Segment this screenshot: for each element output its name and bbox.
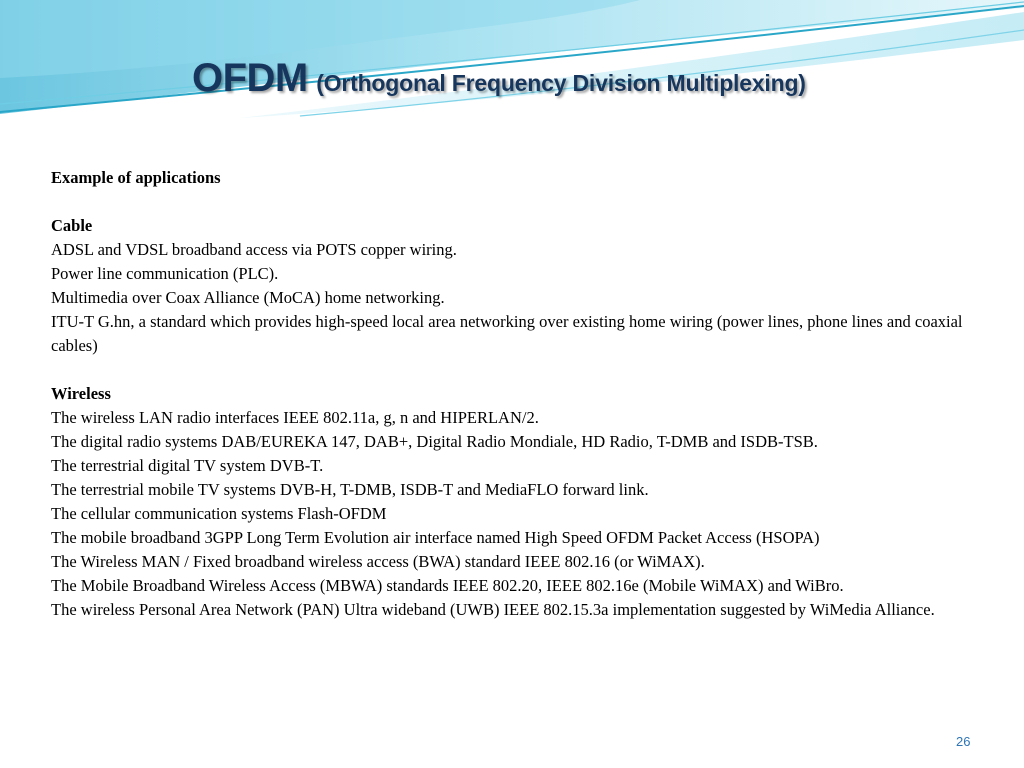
wireless-item: The wireless Personal Area Network (PAN) Ultra wideband (UWB) IEEE 802.15.3a implementation suggested by WiMedia Alliance. [51, 600, 935, 619]
slide-body [51, 166, 976, 622]
cable-item: Multimedia over Coax Alliance (MoCA) home networking. [51, 288, 445, 307]
page-number: 26 [956, 734, 971, 749]
wireless-item: The terrestrial mobile TV systems DVB-H, T-DMB, ISDB-T and MediaFLO forward link. [51, 480, 649, 499]
cable-heading: Cable [51, 216, 93, 235]
cable-item: ITU-T G.hn, a standard which provides high-speed local area networking over existing home wiring (power lines, phone lines and coaxial cables) [51, 312, 963, 355]
wireless-item: The mobile broadband 3GPP Long Term Evolution air interface named High Speed OFDM Packet Access (HSOPA) [51, 528, 820, 547]
applications-heading: Example of applications [51, 168, 221, 187]
wireless-item: The Wireless MAN / Fixed broadband wireless access (BWA) standard IEEE 802.16 (or WiMAX). [51, 552, 705, 571]
title-subtitle: (Orthogonal Frequency Division Multiplexing) [316, 70, 806, 96]
wireless-item: The Mobile Broadband Wireless Access (MBWA) standards IEEE 802.20, IEEE 802.16e (Mobile WiMAX) and WiBro. [51, 576, 844, 595]
cable-item: ADSL and VDSL broadband access via POTS copper wiring. [51, 240, 457, 259]
title-main: OFDM [192, 56, 308, 100]
wireless-item: The terrestrial digital TV system DVB-T. [51, 456, 324, 475]
wireless-item: The digital radio systems DAB/EUREKA 147, DAB+, Digital Radio Mondiale, HD Radio, T-DMB and ISDB-TSB. [51, 432, 818, 451]
wireless-heading: Wireless [51, 384, 111, 403]
slide-title [192, 56, 806, 101]
wireless-item: The wireless LAN radio interfaces IEEE 802.11a, g, n and HIPERLAN/2. [51, 408, 539, 427]
cable-item: Power line communication (PLC). [51, 264, 279, 283]
wireless-item: The cellular communication systems Flash-OFDM [51, 504, 387, 523]
